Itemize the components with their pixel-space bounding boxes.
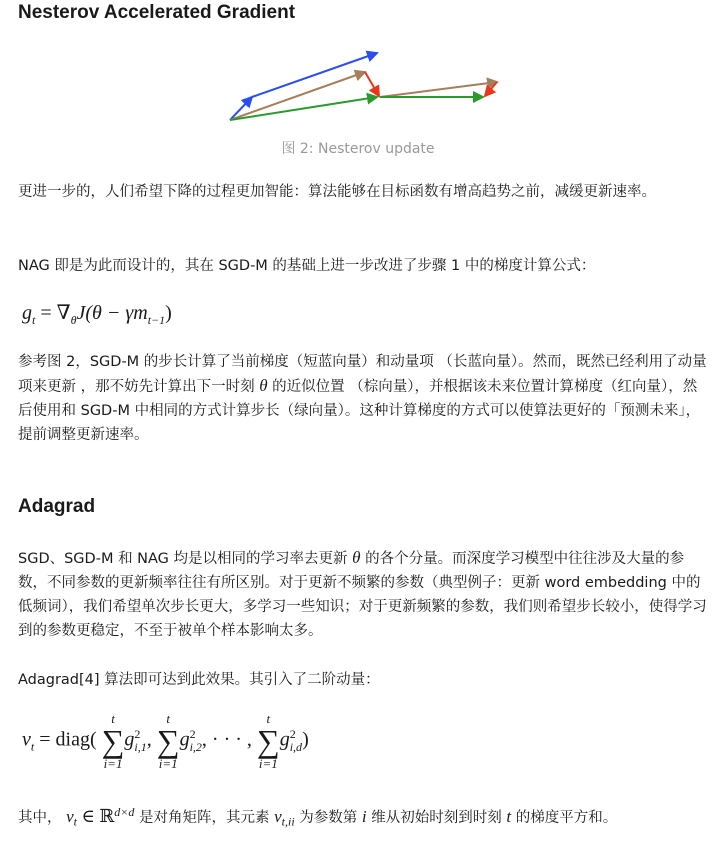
paragraph: Adagrad[4] 算法即可达到此效果。其引入了二阶动量：	[18, 672, 380, 688]
adagrad-formula: $v_t$ = diag( t ∑ i=1 $g^2_{i,1}$, t ∑ i=1 $g^2_{i,2}$, · · · , t ∑ i=1 $g^2_{i,d}$)	[22, 711, 309, 771]
green-vector	[230, 97, 377, 120]
section-title-nag: Nesterov Accelerated Gradient	[18, 2, 296, 23]
section-title-adagrad: Adagrad	[18, 496, 96, 517]
brown-vector-2	[380, 82, 497, 97]
paragraph: 参考图 2，SGD-M 的步长计算了当前梯度（短蓝向量）和动量项 （长蓝向量）。然而，既然已经利用了动量项来更新 ，那不妨先计算出下一时刻 θ 的近似位置 （棕向量），并根据该未来位置计算梯度（红向量），然后使用和 SGD-M 中相同的方式计算步长（绿向量）。这种计算梯度的方式可以使算法更好的「预测未来」，提前调整更新速率。	[18, 354, 707, 443]
figure-caption: 图 2: Nesterov update	[281, 141, 435, 157]
paragraph: 其中， $v_t$ ∈ ℝ$^{d\times d}$ 是对角矩阵，其元素 $v_{t,ii}$ 为参数第 i 维从初始时刻到时刻 t 的梯度平方和。	[18, 805, 618, 829]
paragraph: SGD、SGD-M 和 NAG 均是以相同的学习率去更新 θ 的各个分量。而深度学习模型中往往涉及大量的参数，不同参数的更新频率往往有所区别。对于更新不频繁的参数（典型例子：更新 word embedding 中的低频词），我们希望单次步长更大，多学习一些知识；对于更新频繁的参数，我们则希望步长较小，使得学习到的参数更稳定，不至于被单个样本影响太多。	[18, 548, 707, 639]
brown-vector	[230, 72, 365, 120]
nag-formula: $g_t = \nabla_\theta J(\theta - \gamma m_{t-1})$	[22, 302, 172, 327]
paragraph: NAG 即是为此而设计的，其在 SGD-M 的基础上进一步改进了步骤 1 中的梯度计算公式：	[18, 258, 596, 274]
paragraph: 更进一步的，人们希望下降的过程更加智能：算法能够在目标函数有增高趋势之前，减缓更新速率。	[18, 184, 656, 200]
red-vector	[365, 72, 379, 96]
nesterov-update-figure	[220, 40, 510, 135]
